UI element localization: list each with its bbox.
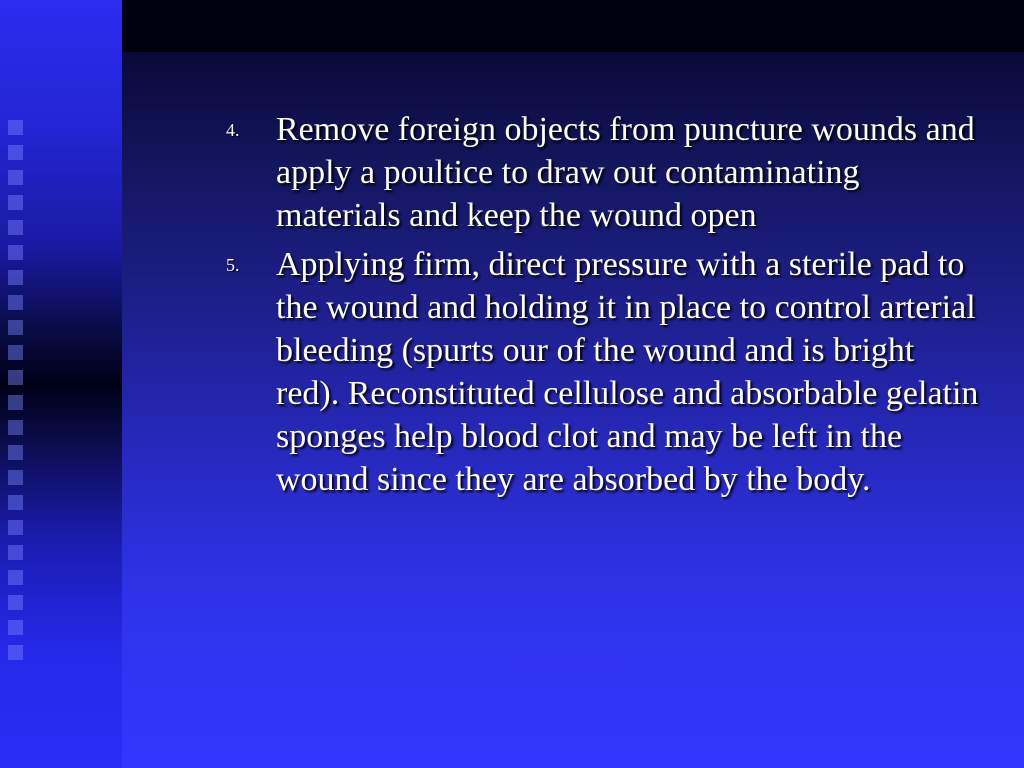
numbered-list (226, 108, 986, 507)
decorative-square (8, 520, 23, 535)
decorative-square (8, 495, 23, 510)
decorative-square (8, 295, 23, 310)
top-dark-band (122, 0, 1024, 52)
decorative-square (8, 220, 23, 235)
decorative-square (8, 470, 23, 485)
decorative-square (8, 645, 23, 660)
decorative-square (8, 195, 23, 210)
decorative-square (8, 145, 23, 160)
decorative-square (8, 345, 23, 360)
left-decorative-strip (0, 0, 122, 768)
list-item (226, 108, 986, 237)
list-item-number: 4. (226, 120, 240, 140)
decorative-square (8, 370, 23, 385)
decorative-square (8, 395, 23, 410)
decorative-square (8, 170, 23, 185)
list-item-number: 5. (226, 255, 240, 275)
decorative-square (8, 420, 23, 435)
decorative-square (8, 445, 23, 460)
decorative-square (8, 620, 23, 635)
list-item-text: Applying firm, direct pressure with a sterile pad to the wound and holding it in place to control arterial bleeding (spurts our of the wound and is bright red). Reconstituted cellulose and absorbable gelatin sponges help blood clot and may be left in the wound since they are absorbed by the body. (276, 246, 979, 498)
decorative-square (8, 595, 23, 610)
decorative-square (8, 270, 23, 285)
decorative-square (8, 570, 23, 585)
decorative-square (8, 120, 23, 135)
square-pattern (8, 120, 28, 680)
decorative-square (8, 545, 23, 560)
list-item-text: Remove foreign objects from puncture wounds and apply a poultice to draw out contaminating materials and keep the wound open (276, 111, 975, 234)
list-item (226, 243, 986, 501)
decorative-square (8, 320, 23, 335)
decorative-square (8, 245, 23, 260)
